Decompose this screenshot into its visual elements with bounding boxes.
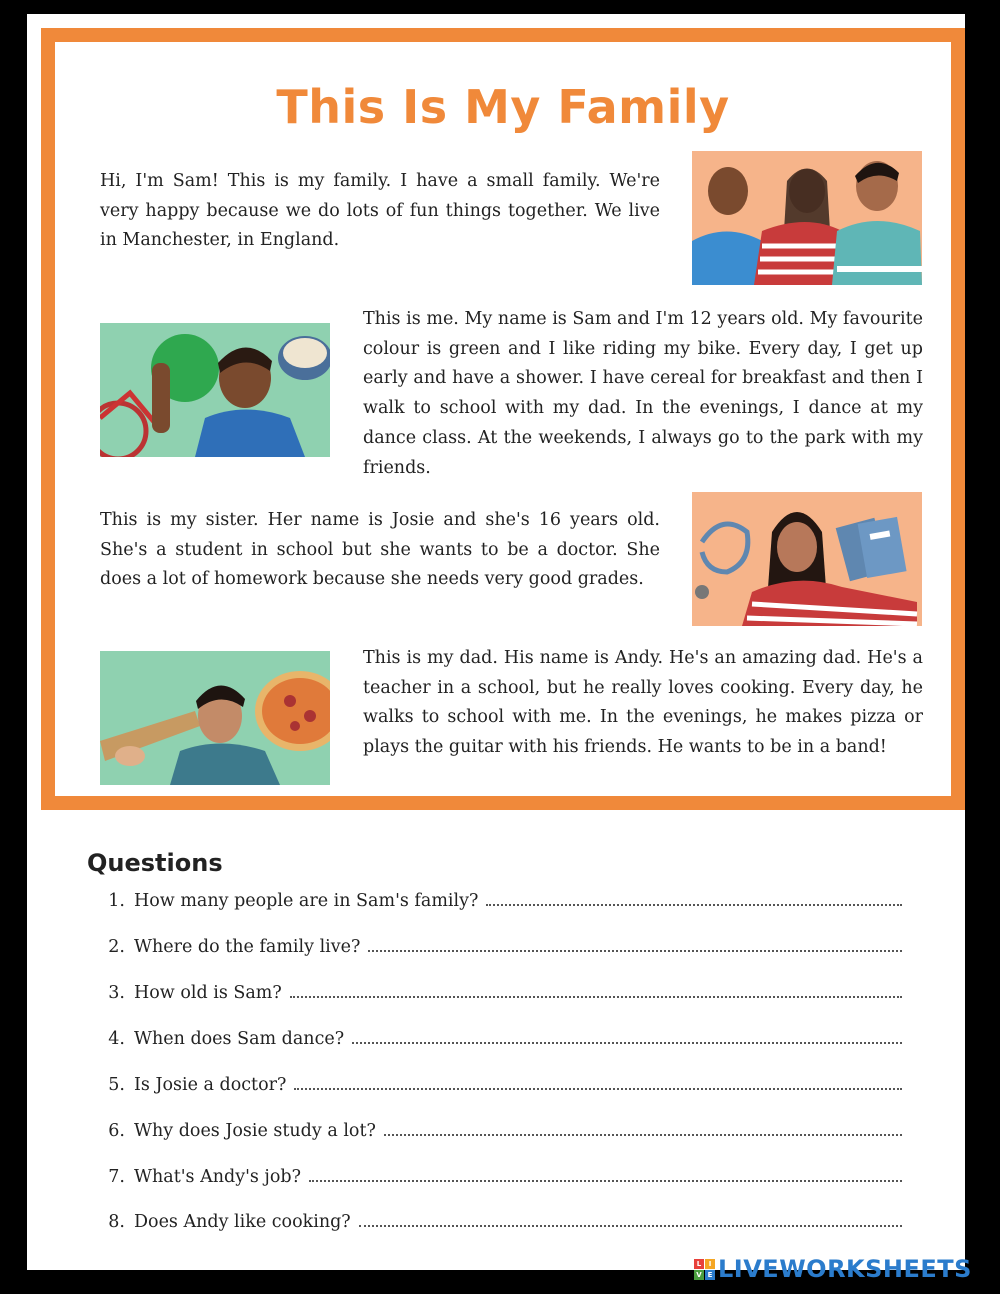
questions-heading: Questions [87, 849, 223, 877]
question-text: Is Josie a doctor? [134, 1075, 287, 1095]
page-title: This Is My Family [276, 80, 730, 134]
question-text: Where do the family live? [134, 937, 361, 957]
question-row [87, 1074, 902, 1102]
paragraph-sam: This is me. My name is Sam and I'm 12 years old. My favourite colour is green and I like riding my bike. Every day, I get up early and have a shower. I have cereal for breakfast and then I walk to school with my dad. In the evenings, I dance at my dance class. At the weekends, I always go to the park with my friends. [363, 309, 923, 478]
paragraph-andy: This is my dad. His name is Andy. He's an amazing dad. He's a teacher in a school, but he really loves cooking. Every day, he walks to school with me. In the evenings, he makes pizza or plays the guitar with his friends. He wants to be in a band! [363, 648, 923, 758]
question-number: 3. [108, 983, 125, 1003]
question-row [87, 1166, 902, 1194]
liveworksheets-logo[interactable] [694, 1254, 972, 1284]
question-text: How old is Sam? [134, 983, 282, 1003]
sam-illustration [100, 323, 330, 457]
question-text: How many people are in Sam's family? [134, 891, 479, 911]
answer-line[interactable] [486, 890, 902, 906]
paragraph-josie: This is my sister. Her name is Josie and she's 16 years old. She's a student in school but she wants to be a doctor. She does a lot of homework because she needs very good grades. [100, 510, 660, 590]
josie-illustration [692, 492, 922, 626]
question-number: 7. [108, 1167, 125, 1187]
answer-line[interactable] [384, 1120, 902, 1136]
question-row [87, 1120, 902, 1148]
answer-line[interactable] [290, 982, 902, 998]
answer-line[interactable] [368, 936, 902, 952]
question-text: Does Andy like cooking? [134, 1212, 351, 1232]
answer-line[interactable] [294, 1074, 902, 1090]
question-row [87, 1028, 902, 1056]
question-number: 1. [108, 891, 125, 911]
paragraph-intro: Hi, I'm Sam! This is my family. I have a small family. We're very happy because we do lots of fun things together. We live in Manchester, in England. [100, 171, 660, 251]
question-row [87, 982, 902, 1010]
logo-letter-e: E [705, 1270, 715, 1280]
question-number: 4. [108, 1029, 125, 1049]
answer-line[interactable] [352, 1028, 902, 1044]
brand-name: LIVEWORKSHEETS [718, 1255, 972, 1283]
question-text: Why does Josie study a lot? [134, 1121, 376, 1141]
question-row [87, 1211, 902, 1239]
andy-illustration [100, 651, 330, 785]
question-number: 2. [108, 937, 125, 957]
answer-line[interactable] [309, 1166, 902, 1182]
question-number: 8. [108, 1212, 125, 1232]
family-illustration [692, 151, 922, 285]
question-number: 5. [108, 1075, 125, 1095]
logo-letter-i: I [705, 1259, 715, 1269]
worksheet-page [27, 14, 965, 1270]
question-row [87, 890, 902, 918]
answer-line[interactable] [359, 1211, 902, 1227]
liveworksheets-mark-icon [694, 1259, 715, 1280]
question-row [87, 936, 902, 964]
question-text: When does Sam dance? [134, 1029, 345, 1049]
question-number: 6. [108, 1121, 125, 1141]
question-text: What's Andy's job? [134, 1167, 301, 1187]
logo-letter-l: L [694, 1259, 704, 1269]
reading-frame [41, 28, 965, 810]
logo-letter-v: V [694, 1270, 704, 1280]
